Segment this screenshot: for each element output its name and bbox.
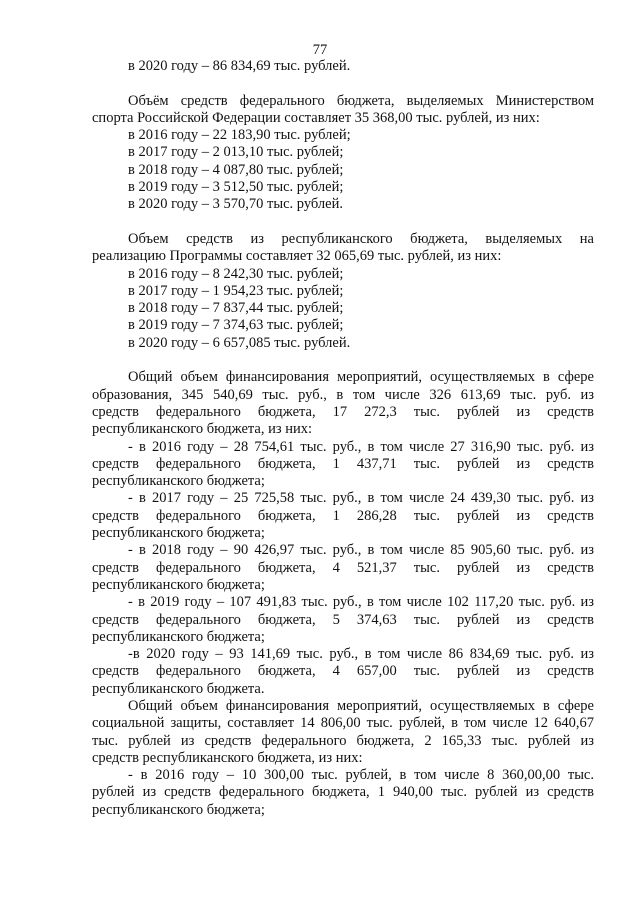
text-line: республиканского бюджета;: [92, 525, 265, 542]
paragraph-gap: [92, 352, 594, 369]
paragraph-gap: [92, 214, 594, 231]
list-item: в 2017 году – 2 013,10 тыс. рублей;: [128, 144, 344, 161]
page-body: [92, 58, 594, 819]
text-line: республиканского бюджета;: [92, 576, 265, 593]
text-line: средств федерального бюджета, 17 272,3 тыс. рублей из средств: [92, 403, 594, 420]
text-line: средств федерального бюджета, 1 286,28 тыс. рублей из средств: [92, 507, 594, 524]
text-line: - в 2017 году – 25 725,58 тыс. руб., в том числе 24 439,30 тыс. руб. из: [128, 490, 594, 507]
list-item: в 2016 году – 22 183,90 тыс. рублей;: [128, 127, 351, 144]
text-line: - в 2016 году – 28 754,61 тыс. руб., в том числе 27 316,90 тыс. руб. из: [128, 438, 594, 455]
text-line: средств республиканского бюджета, из них:: [92, 749, 363, 766]
text-line: республиканского бюджета;: [92, 628, 265, 645]
text-line: республиканского бюджета;: [92, 473, 265, 490]
text-line: республиканского бюджета.: [92, 680, 265, 697]
text-line: рублей из средств федерального бюджета, 1 940,00 тыс. рублей из средств: [92, 784, 594, 801]
list-item: в 2017 году – 1 954,23 тыс. рублей;: [128, 282, 344, 299]
text-line: средств федерального бюджета, 4 521,37 тыс. рублей из средств: [92, 559, 594, 576]
text-line: в 2020 году – 86 834,69 тыс. рублей.: [128, 58, 351, 74]
list-item: в 2016 году – 8 242,30 тыс. рублей;: [128, 265, 344, 282]
text-line: республиканского бюджета;: [92, 801, 265, 818]
text-line: средств федерального бюджета, 5 374,63 тыс. рублей из средств: [92, 611, 594, 628]
paragraph-gap: [92, 75, 594, 92]
list-item: в 2018 году – 7 837,44 тыс. рублей;: [128, 300, 344, 317]
list-item: в 2018 году – 4 087,80 тыс. рублей;: [128, 161, 344, 178]
text-line: образования, 345 540,69 тыс. руб., в том числе 326 613,69 тыс. руб. из: [92, 386, 594, 403]
list-item: в 2019 году – 7 374,63 тыс. рублей;: [128, 317, 344, 334]
list-item: в 2020 году – 3 570,70 тыс. рублей.: [128, 196, 343, 213]
text-line: Общий объем финансирования мероприятий, осуществляемых в сфере: [128, 369, 594, 386]
text-line: - в 2019 году – 107 491,83 тыс. руб., в том числе 102 117,20 тыс. руб. из: [128, 594, 594, 611]
text-line: -в 2020 году – 93 141,69 тыс. руб., в том числе 86 834,69 тыс. руб. из: [128, 646, 594, 663]
text-line: социальной защиты, составляет 14 806,00 тыс. рублей, в том числе 12 640,67: [92, 715, 594, 732]
text-line: тыс. рублей из средств федерального бюджета, 2 165,33 тыс. рублей из: [92, 732, 594, 749]
text-line: реализацию Программы составляет 32 065,69 тыс. рублей, из них:: [92, 248, 502, 265]
page-number: 77: [312, 42, 328, 58]
text-line: - в 2018 году – 90 426,97 тыс. руб., в том числе 85 905,60 тыс. руб. из: [128, 542, 594, 559]
text-line: республиканского бюджета, из них:: [92, 421, 313, 438]
text-line: Объем средств из республиканского бюджета, выделяемых на: [128, 230, 594, 247]
text-line: средств федерального бюджета, 4 657,00 тыс. рублей из средств: [92, 663, 594, 680]
list-item: в 2019 году – 3 512,50 тыс. рублей;: [128, 179, 344, 196]
text-line: Объём средств федерального бюджета, выделяемых Министерством: [128, 92, 594, 109]
text-line: Общий объем финансирования мероприятий, осуществляемых в сфере: [128, 697, 594, 714]
text-line: средств федерального бюджета, 1 437,71 тыс. рублей из средств: [92, 455, 594, 472]
text-line: - в 2016 году – 10 300,00 тыс. рублей, в том числе 8 360,00,00 тыс.: [128, 767, 594, 784]
text-line: спорта Российской Федерации составляет 35 368,00 тыс. рублей, из них:: [92, 109, 540, 126]
list-item: в 2020 году – 6 657,085 тыс. рублей.: [128, 334, 351, 351]
